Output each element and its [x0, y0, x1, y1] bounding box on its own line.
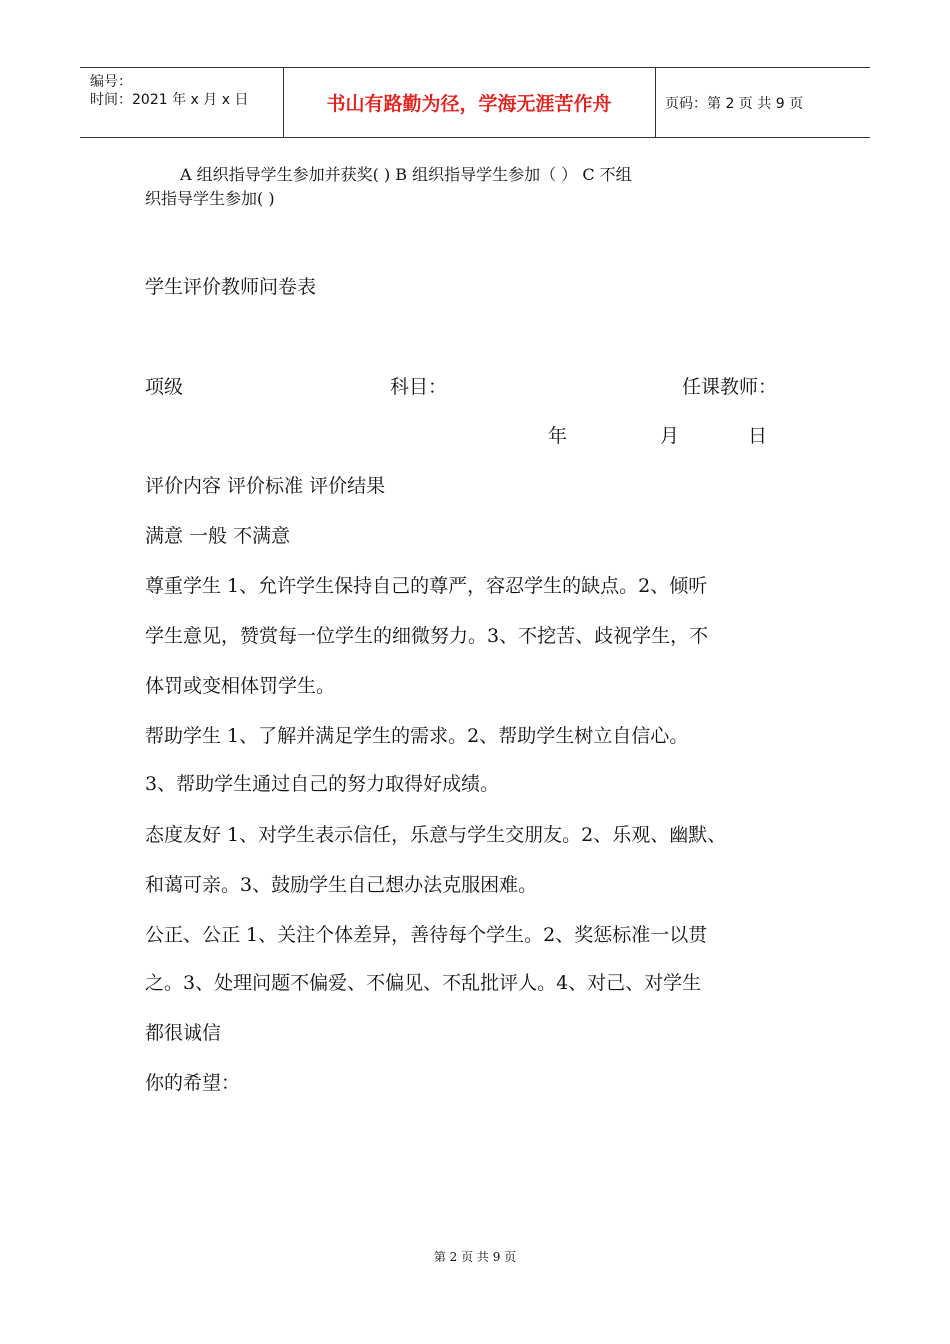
body-line: 体罚或变相体罚学生。 [145, 675, 336, 697]
month-label: 月 [660, 425, 680, 447]
teacher-label: 任课教师： [682, 376, 778, 398]
year-label: 年 [548, 425, 568, 447]
header-meta [90, 73, 248, 109]
item-level-label: 项级 [145, 376, 184, 398]
header-page-info: 页码：第 2 页 共 9 页 [665, 96, 804, 112]
header-motto: 书山有路勤为径，学海无涯苦作舟 [326, 93, 612, 115]
page-footer: 第 2 页 共 9 页 [433, 1250, 517, 1264]
body-line: 和蔼可亲。3、鼓励学生自己想办法克服困难。 [145, 874, 538, 896]
body-line: 帮助学生 1、了解并满足学生的需求。2、帮助学生树立自信心。 [145, 725, 689, 747]
form-title: 学生评价教师问卷表 [145, 276, 317, 298]
page-header [80, 67, 870, 138]
body-line: 公正、公正 1、关注个体差异，善待每个学生。2、奖惩标准一以贯 [145, 924, 708, 946]
body-line: 都很诚信 [145, 1022, 222, 1044]
body-line: 尊重学生 1、允许学生保持自己的尊严，容忍学生的缺点。2、倾听 [145, 575, 708, 597]
table-columns: 评价内容 评价标准 评价结果 [145, 475, 386, 497]
body-line: 之。3、处理问题不偏爱、不偏见、不乱批评人。4、对己、对学生 [145, 972, 702, 994]
header-divider [655, 68, 656, 137]
option-line-1: A 组织指导学生参加并获奖( ) B 组织指导学生参加（ ） C 不组 [180, 165, 632, 184]
body-line: 3、帮助学生通过自己的努力取得好成绩。 [145, 773, 500, 795]
number-label: 编号： [90, 74, 132, 90]
rating-options: 满意 一般 不满意 [145, 525, 291, 547]
option-line-2: 织指导学生参加( ) [145, 189, 275, 208]
body-line: 态度友好 1、对学生表示信任，乐意与学生交朋友。2、乐观、幽默、 [145, 824, 727, 846]
subject-label: 科目： [390, 376, 448, 398]
time-label: 时间：2021 年 x 月 x 日 [90, 92, 249, 108]
day-label: 日 [748, 425, 768, 447]
body-line: 学生意见，赞赏每一位学生的细微努力。3、不挖苦、歧视学生，不 [145, 625, 709, 647]
hope-label: 你的希望： [145, 1072, 241, 1094]
